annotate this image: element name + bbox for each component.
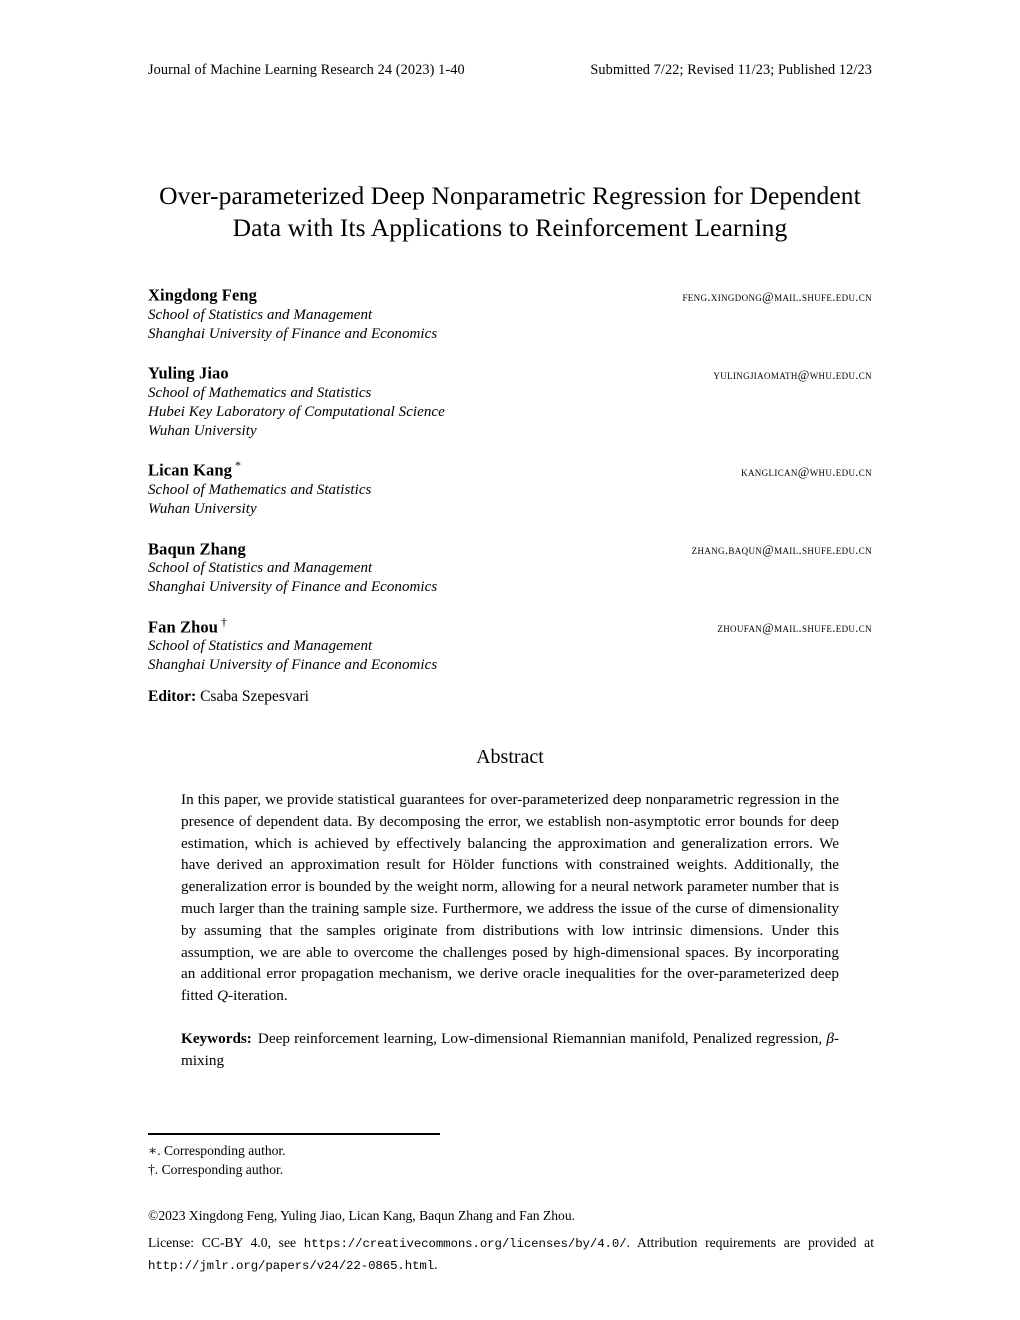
editor-label: Editor: bbox=[148, 688, 197, 705]
author-footnote-marker: † bbox=[221, 614, 228, 629]
author-affiliation: School of Statistics and Management bbox=[148, 306, 373, 323]
author-entry bbox=[148, 537, 872, 598]
keywords-label: Keywords: bbox=[181, 1030, 252, 1047]
copyright-line: ©2023 Xingdong Feng, Yuling Jiao, Lican Kang, Baqun Zhang and Fan Zhou. bbox=[148, 1208, 576, 1223]
journal-reference: Journal of Machine Learning Research 24 (2023) 1-40 bbox=[148, 62, 465, 78]
paper-url[interactable]: http://jmlr.org/papers/v24/22-0865.html bbox=[148, 1258, 435, 1273]
keywords-text-part-2: -mixing bbox=[181, 1030, 839, 1069]
abstract-body bbox=[181, 789, 839, 1007]
author-footnote-marker: * bbox=[234, 458, 242, 473]
author-entry bbox=[148, 458, 872, 519]
author-email[interactable]: kanglican@whu.edu.cn bbox=[741, 464, 872, 479]
author-affiliation: School of Statistics and Management bbox=[148, 560, 373, 577]
author-entry bbox=[148, 283, 872, 344]
author-name: Baqun Zhang bbox=[148, 539, 246, 559]
abstract-q-symbol: Q bbox=[217, 987, 228, 1005]
author-name: Yuling Jiao bbox=[148, 363, 229, 383]
editor-name: Csaba Szepesvari bbox=[200, 688, 309, 705]
author-name: Fan Zhou † bbox=[148, 614, 228, 637]
author-email[interactable]: zhoufan@mail.shufe.edu.cn bbox=[717, 621, 872, 636]
author-affiliation: Shanghai University of Finance and Economics bbox=[148, 579, 438, 596]
author-header-row bbox=[148, 283, 872, 306]
author-header-row bbox=[148, 615, 872, 638]
author-affiliation: School of Statistics and Management bbox=[148, 638, 373, 655]
author-email[interactable]: feng.xingdong@mail.shufe.edu.cn bbox=[682, 289, 872, 304]
author-email[interactable]: zhang.baqun@mail.shufe.edu.cn bbox=[691, 543, 872, 558]
footnote-divider bbox=[148, 1133, 440, 1135]
abstract-text-part-2: -iteration. bbox=[228, 987, 288, 1005]
author-list bbox=[148, 283, 872, 693]
author-affiliation: Hubei Key Laboratory of Computational Science bbox=[148, 403, 445, 420]
license-line bbox=[148, 1233, 874, 1276]
author-header-row bbox=[148, 537, 872, 560]
author-header-row bbox=[148, 361, 872, 384]
author-affiliation: School of Mathematics and Statistics bbox=[148, 384, 372, 401]
footnotes bbox=[148, 1141, 872, 1179]
author-affiliation: Shanghai University of Finance and Economics bbox=[148, 325, 438, 342]
author-name: Lican Kang * bbox=[148, 458, 242, 480]
author-affiliation: Wuhan University bbox=[148, 501, 257, 518]
license-middle: . Attribution requirements are provided at bbox=[626, 1235, 874, 1250]
footnote-item: ∗. Corresponding author. bbox=[148, 1143, 286, 1158]
author-header-row bbox=[148, 458, 872, 481]
license-prefix: License: CC-BY 4.0, see bbox=[148, 1235, 304, 1250]
keywords-beta-symbol: β bbox=[826, 1030, 834, 1047]
author-entry bbox=[148, 615, 872, 676]
footnote-item: †. Corresponding author. bbox=[148, 1162, 284, 1177]
submission-dates: Submitted 7/22; Revised 11/23; Published 12/23 bbox=[590, 62, 872, 78]
author-entry bbox=[148, 361, 872, 441]
abstract-text-part-1: In this paper, we provide statistical guarantees for over-parameterized deep nonparametric regression in the presence of dependent data. By decomposing the error, we establish non-asymptotic error bounds for deep estimation, which is achieved by effectively balancing the approximation and generalization errors. We have derived an approximation result for Hölder functions with constrained weights. Additionally, the generalization error is bounded by the weight norm, allowing for a neural network parameter number that is much larger than the training sample size. Furthermore, we address the issue of the curse of dimensionality by assuming that the samples originate from distributions with low intrinsic dimensions. Under this assumption, we are able to overcome the challenges posed by high-dimensional spaces. By incorporating an additional error propagation mechanism, we derive oracle inequalities for the over-parameterized deep fitted bbox=[181, 791, 839, 1005]
keywords-text-part-1: Deep reinforcement learning, Low-dimensional Riemannian manifold, Penalized regression, bbox=[257, 1030, 827, 1047]
keywords-line bbox=[181, 1028, 839, 1072]
license-url[interactable]: https://creativecommons.org/licenses/by/4.0/ bbox=[303, 1237, 627, 1251]
author-email[interactable]: yulingjiaomath@whu.edu.cn bbox=[713, 367, 872, 382]
author-affiliation: Wuhan University bbox=[148, 423, 257, 440]
editor-line bbox=[148, 688, 309, 706]
author-affiliation: Shanghai University of Finance and Economics bbox=[148, 657, 438, 674]
license-suffix: . bbox=[434, 1256, 438, 1272]
running-header bbox=[148, 62, 872, 79]
abstract-heading: Abstract bbox=[476, 746, 544, 768]
author-affiliation: School of Mathematics and Statistics bbox=[148, 481, 372, 498]
abstract-paragraph bbox=[181, 789, 839, 1007]
page-title: Over-parameterized Deep Nonparametric Regression for Dependent Data with Its Applications to Reinforcement Learning bbox=[159, 181, 861, 243]
author-name: Xingdong Feng bbox=[148, 285, 258, 305]
